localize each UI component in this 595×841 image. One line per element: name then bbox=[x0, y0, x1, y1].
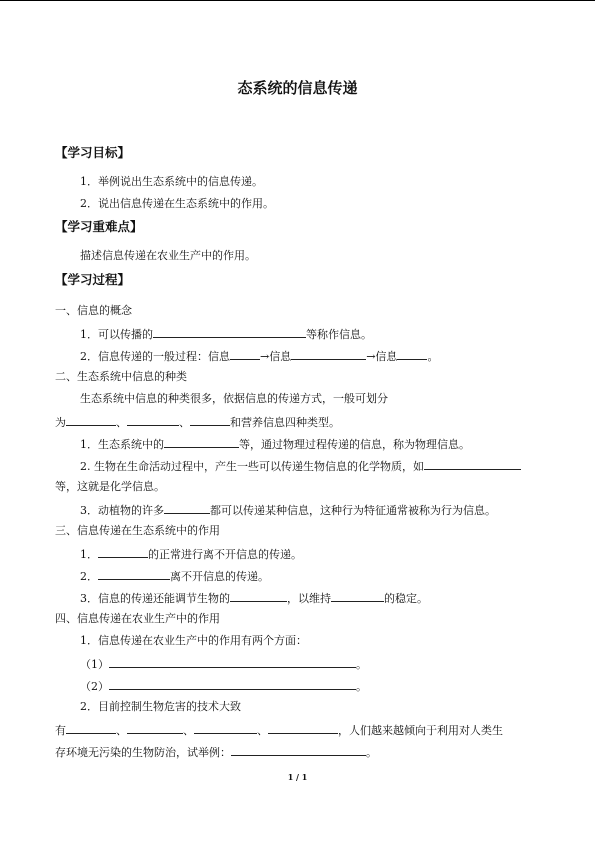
top-border bbox=[0, 0, 595, 1]
part4-aspect-1 bbox=[80, 656, 367, 672]
text: 有 bbox=[55, 724, 66, 737]
fill-blank[interactable] bbox=[127, 722, 183, 734]
text: 、 bbox=[183, 724, 194, 737]
objective-1: 1．举例说出生态系统中的信息传递。 bbox=[80, 175, 263, 188]
fill-blank[interactable] bbox=[231, 744, 366, 756]
text: 1．可以传播的 bbox=[80, 328, 153, 341]
part4-example-line bbox=[55, 744, 377, 760]
part4-item-2: 2．目前控制生物危害的技术大致 bbox=[80, 700, 241, 713]
fill-blank[interactable] bbox=[109, 678, 356, 690]
fill-blank[interactable] bbox=[194, 722, 257, 734]
fill-blank[interactable] bbox=[230, 348, 260, 360]
part4-aspect-2 bbox=[80, 678, 367, 694]
fill-blank[interactable] bbox=[164, 502, 210, 514]
part4-techniques-line bbox=[55, 722, 503, 738]
part1-item-2 bbox=[80, 348, 438, 364]
text: 2. 生物在生命活动过程中，产生一些可以传递生物信息的化学物质，如 bbox=[80, 460, 424, 473]
fill-blank[interactable] bbox=[109, 656, 356, 668]
process-heading: 【学习过程】 bbox=[55, 272, 131, 287]
part2-intro: 生态系统中信息的种类很多，依据信息的传递方式，一般可划分 bbox=[80, 392, 388, 405]
part2-item-2 bbox=[80, 458, 521, 474]
part1-item-1 bbox=[80, 326, 372, 342]
text: 离不开信息的传递。 bbox=[170, 570, 269, 583]
part2-item-2-cont: 等，这就是化学信息。 bbox=[55, 480, 165, 493]
text: 2．信息传递的一般过程：信息 bbox=[80, 350, 230, 363]
part4-item-1: 1．信息传递在农业生产中的作用有两个方面： bbox=[80, 634, 307, 647]
text: 为 bbox=[55, 416, 66, 429]
fill-blank[interactable] bbox=[66, 414, 116, 426]
key-point-1: 描述信息传递在农业生产中的作用。 bbox=[80, 249, 256, 262]
page-number: 1 / 1 bbox=[287, 772, 308, 782]
text: 1． bbox=[80, 548, 98, 561]
text: 和营养信息四种类型。 bbox=[230, 416, 340, 429]
text: ，以维持 bbox=[287, 592, 331, 605]
fill-blank[interactable] bbox=[66, 722, 116, 734]
fill-blank[interactable] bbox=[190, 414, 230, 426]
fill-blank[interactable] bbox=[424, 458, 521, 470]
key-points-heading: 【学习重难点】 bbox=[55, 219, 143, 234]
fill-blank[interactable] bbox=[230, 590, 287, 602]
text: 。 bbox=[366, 746, 377, 759]
fill-blank[interactable] bbox=[331, 590, 384, 602]
part2-item-1 bbox=[80, 436, 470, 452]
page-title: 态系统的信息传递 bbox=[237, 79, 358, 97]
text: 的正常进行离不开信息的传递。 bbox=[148, 548, 302, 561]
text: 都可以传递某种信息，这种行为特征通常被称为行为信息。 bbox=[210, 504, 496, 517]
part3-heading: 三、信息传递在生态系统中的作用 bbox=[55, 524, 220, 537]
part2-heading: 二、生态系统中信息的种类 bbox=[55, 370, 187, 383]
fill-blank[interactable] bbox=[153, 326, 306, 338]
text: 等，通过物理过程传递的信息，称为物理信息。 bbox=[239, 438, 470, 451]
text: （2） bbox=[80, 680, 109, 693]
text: 。 bbox=[356, 680, 367, 693]
fill-blank[interactable] bbox=[164, 436, 239, 448]
objective-2: 2．说出信息传递在生态系统中的作用。 bbox=[80, 197, 274, 210]
text: 1．生态系统中的 bbox=[80, 438, 164, 451]
fill-blank[interactable] bbox=[268, 722, 338, 734]
fill-blank[interactable] bbox=[397, 348, 427, 360]
fill-blank[interactable] bbox=[98, 546, 148, 558]
text: →信息 bbox=[366, 350, 398, 363]
part3-item-2 bbox=[80, 568, 269, 584]
text: 的稳定。 bbox=[384, 592, 428, 605]
text: 等称作信息。 bbox=[306, 328, 372, 341]
text: 3．动植物的许多 bbox=[80, 504, 164, 517]
part2-types-line bbox=[55, 414, 340, 430]
part4-heading: 四、信息传递在农业生产中的作用 bbox=[55, 612, 220, 625]
text: ，人们越来越倾向于利用对人类生 bbox=[338, 724, 503, 737]
part1-heading: 一、信息的概念 bbox=[55, 304, 132, 317]
text: （1） bbox=[80, 658, 109, 671]
text: 。 bbox=[427, 350, 439, 363]
text: 存环境无污染的生物防治，试举例： bbox=[55, 746, 231, 759]
part3-item-1 bbox=[80, 546, 302, 562]
text: 、 bbox=[116, 416, 127, 429]
fill-blank[interactable] bbox=[291, 348, 366, 360]
fill-blank[interactable] bbox=[98, 568, 170, 580]
fill-blank[interactable] bbox=[127, 414, 179, 426]
part3-item-3 bbox=[80, 590, 428, 606]
text: 、 bbox=[257, 724, 268, 737]
text: →信息 bbox=[260, 350, 292, 363]
objectives-heading: 【学习目标】 bbox=[55, 145, 131, 160]
text: 3．信息的传递还能调节生物的 bbox=[80, 592, 230, 605]
text: 2． bbox=[80, 570, 98, 583]
text: 。 bbox=[356, 658, 367, 671]
text: 、 bbox=[116, 724, 127, 737]
part2-item-3 bbox=[80, 502, 496, 518]
text: 、 bbox=[179, 416, 190, 429]
